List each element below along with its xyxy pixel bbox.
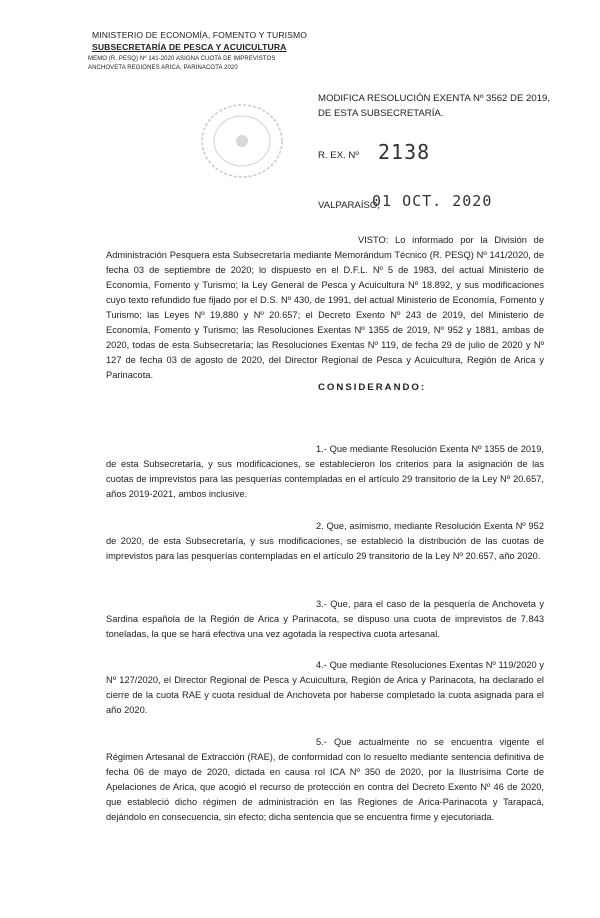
- considerando-item-4: 4.- Que mediante Resoluciones Exentas Nº 119/2020 y Nº 127/2020, el Director Regional de Pesca y Acuicultura, Región de Arica y Parinacota, ha declarado el cierre de la cuota RAE y cuota residual de Anchoveta por haberse completado la cuota asignada para el año 2020.: [106, 660, 544, 715]
- resolution-title-line2: DE ESTA SUBSECRETARÍA.: [318, 108, 444, 119]
- header-subsecretaria: SUBSECRETARÍA DE PESCA Y ACUICULTURA: [92, 42, 287, 52]
- considerando-item-2: 2. Que, asimismo, mediante Resolución Exenta Nº 952 de 2020, de esta Subsecretaría, y sus modificaciones, se estableció la distribución de las cuotas de imprevistos para las pesquerías contempladas en el artículo 29 transitorio de la Ley Nº 20.657, año 2020.: [106, 521, 544, 561]
- considerando-heading: CONSIDERANDO:: [318, 382, 427, 393]
- header-memo-ref: MEMO (R. PESQ) Nº 141-2020 ASIGNA CUOTA DE IMPREVISTOS: [88, 56, 276, 62]
- resolution-title-line1: MODIFICA RESOLUCIÓN EXENTA Nº 3562 DE 2019,: [318, 93, 551, 104]
- rex-number: 2138: [378, 140, 431, 164]
- rex-label: R. EX. Nº: [318, 150, 359, 161]
- seal-stamp: [196, 100, 288, 182]
- place-label: VALPARAÍSO,: [318, 200, 381, 211]
- considerando-item-3: 3.- Que, para el caso de la pesquería de Anchoveta y Sardina española de la Región de Arica y Parinacota, se dispuso una cuota de imprevistos de 7.843 toneladas, la que se hará efectiva una vez agotada la respectiva cuota artesanal.: [106, 599, 544, 639]
- considerando-item-5: 5.- Que actualmente no se encuentra vigente el Régimen Artesanal de Extracción (RAE), de conformidad con lo resuelto mediante sentencia definitiva de fecha 06 de mayo de 2020, dictada en causa rol ICA Nº 350 de 2020, por la Ilustrísima Corte de Apelaciones de Arica, que acogió el recurso de protección en contra del Decreto Exento Nº 46 de 2020, que estableció dicho régimen de administración en las Regiones de Arica-Parinacota y Tarapacá, dejándolo en consecuencia, sin efecto; dicha sentencia que se encuentra firme y ejecutoriada.: [106, 737, 544, 822]
- resolution-date: 01 OCT. 2020: [372, 192, 493, 210]
- header-memo-subject: ANCHOVETA REGIONES ARICA, PARINACOTA 2020: [88, 65, 238, 71]
- visto-paragraph: VISTO: Lo informado por la División de Administración Pesquera esta Subsecretaría mediante Memorándum Técnico (R. PESQ) Nº 141/2020, de fecha 03 de septiembre de 2020; lo dispuesto en el D.F.L. Nº 5 de 1983, del actual Ministerio de Economía, Fomento y Turismo; la Ley General de Pesca y Acuicultura Nº 18.892, y sus modificaciones cuyo texto refundido fue fijado por el D.S. Nº 430, de 1991, del actual Ministerio de Economía, Fomento y Turismo; las Leyes Nº 19.880 y Nº 20.657; el Decreto Exento Nº 243 de 2019, del Ministerio de Economía, Fomento y Turismo; las Resoluciones Exentas Nº 1355 de 2019, Nº 952 y 1881, ambas de 2020, todas de esta Subsecretaría; las Resoluciones Exentas Nº 119, de fecha 29 de julio de 2020 y Nº 127 de fecha 03 de agosto de 2020, del Director Regional de Pesca y Acuicultura, Región de Arica y Parinacota.: [106, 235, 544, 380]
- header-ministry: MINISTERIO DE ECONOMÍA, FOMENTO Y TURISMO: [92, 30, 307, 40]
- considerando-item-1: 1.- Que mediante Resolución Exenta Nº 1355 de 2019, de esta Subsecretaría, y sus modificaciones, se establecieron los criterios para la asignación de las cuotas de imprevistos para las pesquerías contempladas en el artículo 29 transitorio de la Ley Nº 20.657, años 2019-2021, ambos inclusive.: [106, 444, 544, 499]
